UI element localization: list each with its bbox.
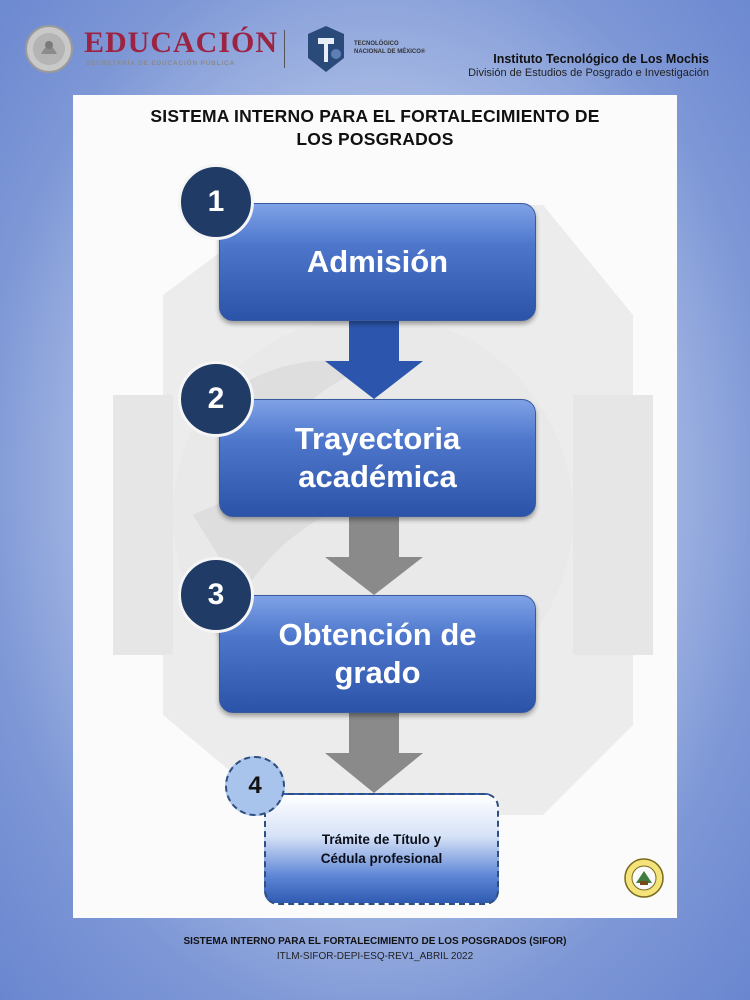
step-2-box [219,399,536,517]
diagram-title-line-2: LOS POSGRADOS [296,129,454,149]
footer-title: SISTEMA INTERNO PARA EL FORTALECIMIENTO DE LOS POSGRADOS (SIFOR) [183,936,567,947]
step-2-badge: 2 [178,361,254,437]
footer-code: ITLM-SIFOR-DEPI-ESQ-REV1_ABRIL 2022 [276,951,474,962]
mexico-seal-icon [24,24,74,74]
secretaria-title: EDUCACIÓN [84,26,279,59]
step-3-label-line-2: grado [334,655,421,690]
step-1-label: Admisión [306,244,449,279]
secretaria-subtitle: SECRETARÍA DE EDUCACIÓN PÚBLICA [86,60,236,67]
step-1-box [219,203,536,321]
flow-arrow-3 [325,713,423,793]
tecnm-line-2: NACIONAL DE MÉXICO® [354,49,426,55]
institute-name: Instituto Tecnológico de Los Mochis [493,52,709,66]
tecnm-line-1: TECNOLÓGICO [354,41,399,47]
header-divider [284,30,285,68]
flow-arrow-1 [325,321,423,399]
step-4-badge: 4 [225,756,285,816]
diagram-card [73,95,677,918]
tecnm-logo-icon [304,24,348,74]
flow-arrow-2 [325,517,423,595]
tecnm-text [354,40,425,56]
step-1-badge: 1 [178,164,254,240]
step-4-box [264,793,499,905]
institute-seal-icon [623,857,665,899]
step-2-label-line-1: Trayectoria [294,421,461,456]
step-3-box [219,595,536,713]
step-3-label-line-1: Obtención de [278,617,477,652]
step-4-label-line-2: Cédula profesional [320,851,443,866]
division-name: División de Estudios de Posgrado e Investigación [468,67,709,79]
diagram-title-line-1: SISTEMA INTERNO PARA EL FORTALECIMIENTO DE [150,106,600,126]
step-3-badge: 3 [178,557,254,633]
page-header [0,0,750,90]
step-4-label-line-1: Trámite de Título y [321,832,442,847]
step-2-label-line-2: académica [298,459,457,494]
